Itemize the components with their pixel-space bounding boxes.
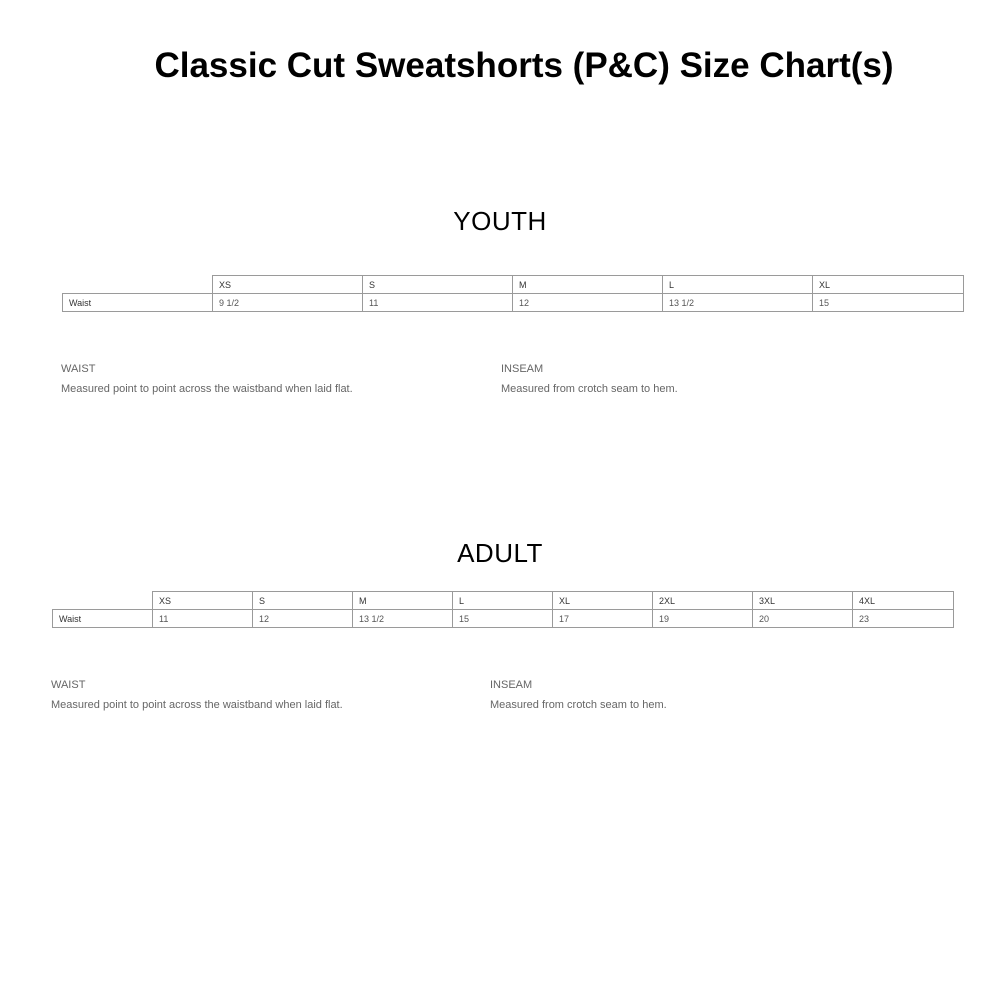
table-corner bbox=[63, 276, 213, 294]
size-header-xl: XL bbox=[813, 276, 964, 294]
youth-inseam-note-heading: INSEAM bbox=[501, 363, 544, 375]
waist-value-4xl: 23 bbox=[853, 610, 954, 628]
table-header-row bbox=[53, 592, 954, 610]
waist-value-s: 12 bbox=[253, 610, 353, 628]
row-label-waist: Waist bbox=[53, 610, 153, 628]
youth-size-table bbox=[62, 275, 964, 312]
table-row bbox=[63, 294, 964, 312]
youth-waist-note-heading: WAIST bbox=[61, 363, 96, 375]
waist-value-2xl: 19 bbox=[653, 610, 753, 628]
table-row bbox=[53, 610, 954, 628]
waist-value-xs: 9 1/2 bbox=[213, 294, 363, 312]
adult-heading: ADULT bbox=[457, 538, 543, 568]
size-header-xs: XS bbox=[213, 276, 363, 294]
youth-heading: YOUTH bbox=[453, 206, 547, 236]
waist-value-3xl: 20 bbox=[753, 610, 853, 628]
waist-value-s: 11 bbox=[363, 294, 513, 312]
waist-value-m: 13 1/2 bbox=[353, 610, 453, 628]
waist-value-l: 15 bbox=[453, 610, 553, 628]
table-header-row bbox=[63, 276, 964, 294]
size-header-m: M bbox=[353, 592, 453, 610]
youth-inseam-note-text: Measured from crotch seam to hem. bbox=[501, 383, 678, 395]
row-label-waist: Waist bbox=[63, 294, 213, 312]
adult-size-table bbox=[52, 591, 954, 628]
waist-value-m: 12 bbox=[513, 294, 663, 312]
adult-inseam-note-text: Measured from crotch seam to hem. bbox=[490, 699, 667, 711]
size-header-s: S bbox=[253, 592, 353, 610]
size-header-xl: XL bbox=[553, 592, 653, 610]
size-header-s: S bbox=[363, 276, 513, 294]
adult-waist-note-heading: WAIST bbox=[51, 679, 86, 691]
table-corner bbox=[53, 592, 153, 610]
size-header-4xl: 4XL bbox=[853, 592, 954, 610]
size-header-m: M bbox=[513, 276, 663, 294]
size-header-xs: XS bbox=[153, 592, 253, 610]
size-header-l: L bbox=[453, 592, 553, 610]
waist-value-xl: 15 bbox=[813, 294, 964, 312]
size-header-3xl: 3XL bbox=[753, 592, 853, 610]
adult-waist-note-text: Measured point to point across the waistband when laid flat. bbox=[51, 699, 343, 711]
adult-inseam-note-heading: INSEAM bbox=[490, 679, 533, 691]
size-header-2xl: 2XL bbox=[653, 592, 753, 610]
youth-waist-note-text: Measured point to point across the waistband when laid flat. bbox=[61, 383, 353, 395]
page-title: Classic Cut Sweatshorts (P&C) Size Chart(s) bbox=[154, 46, 894, 85]
waist-value-xl: 17 bbox=[553, 610, 653, 628]
size-header-l: L bbox=[663, 276, 813, 294]
waist-value-xs: 11 bbox=[153, 610, 253, 628]
waist-value-l: 13 1/2 bbox=[663, 294, 813, 312]
